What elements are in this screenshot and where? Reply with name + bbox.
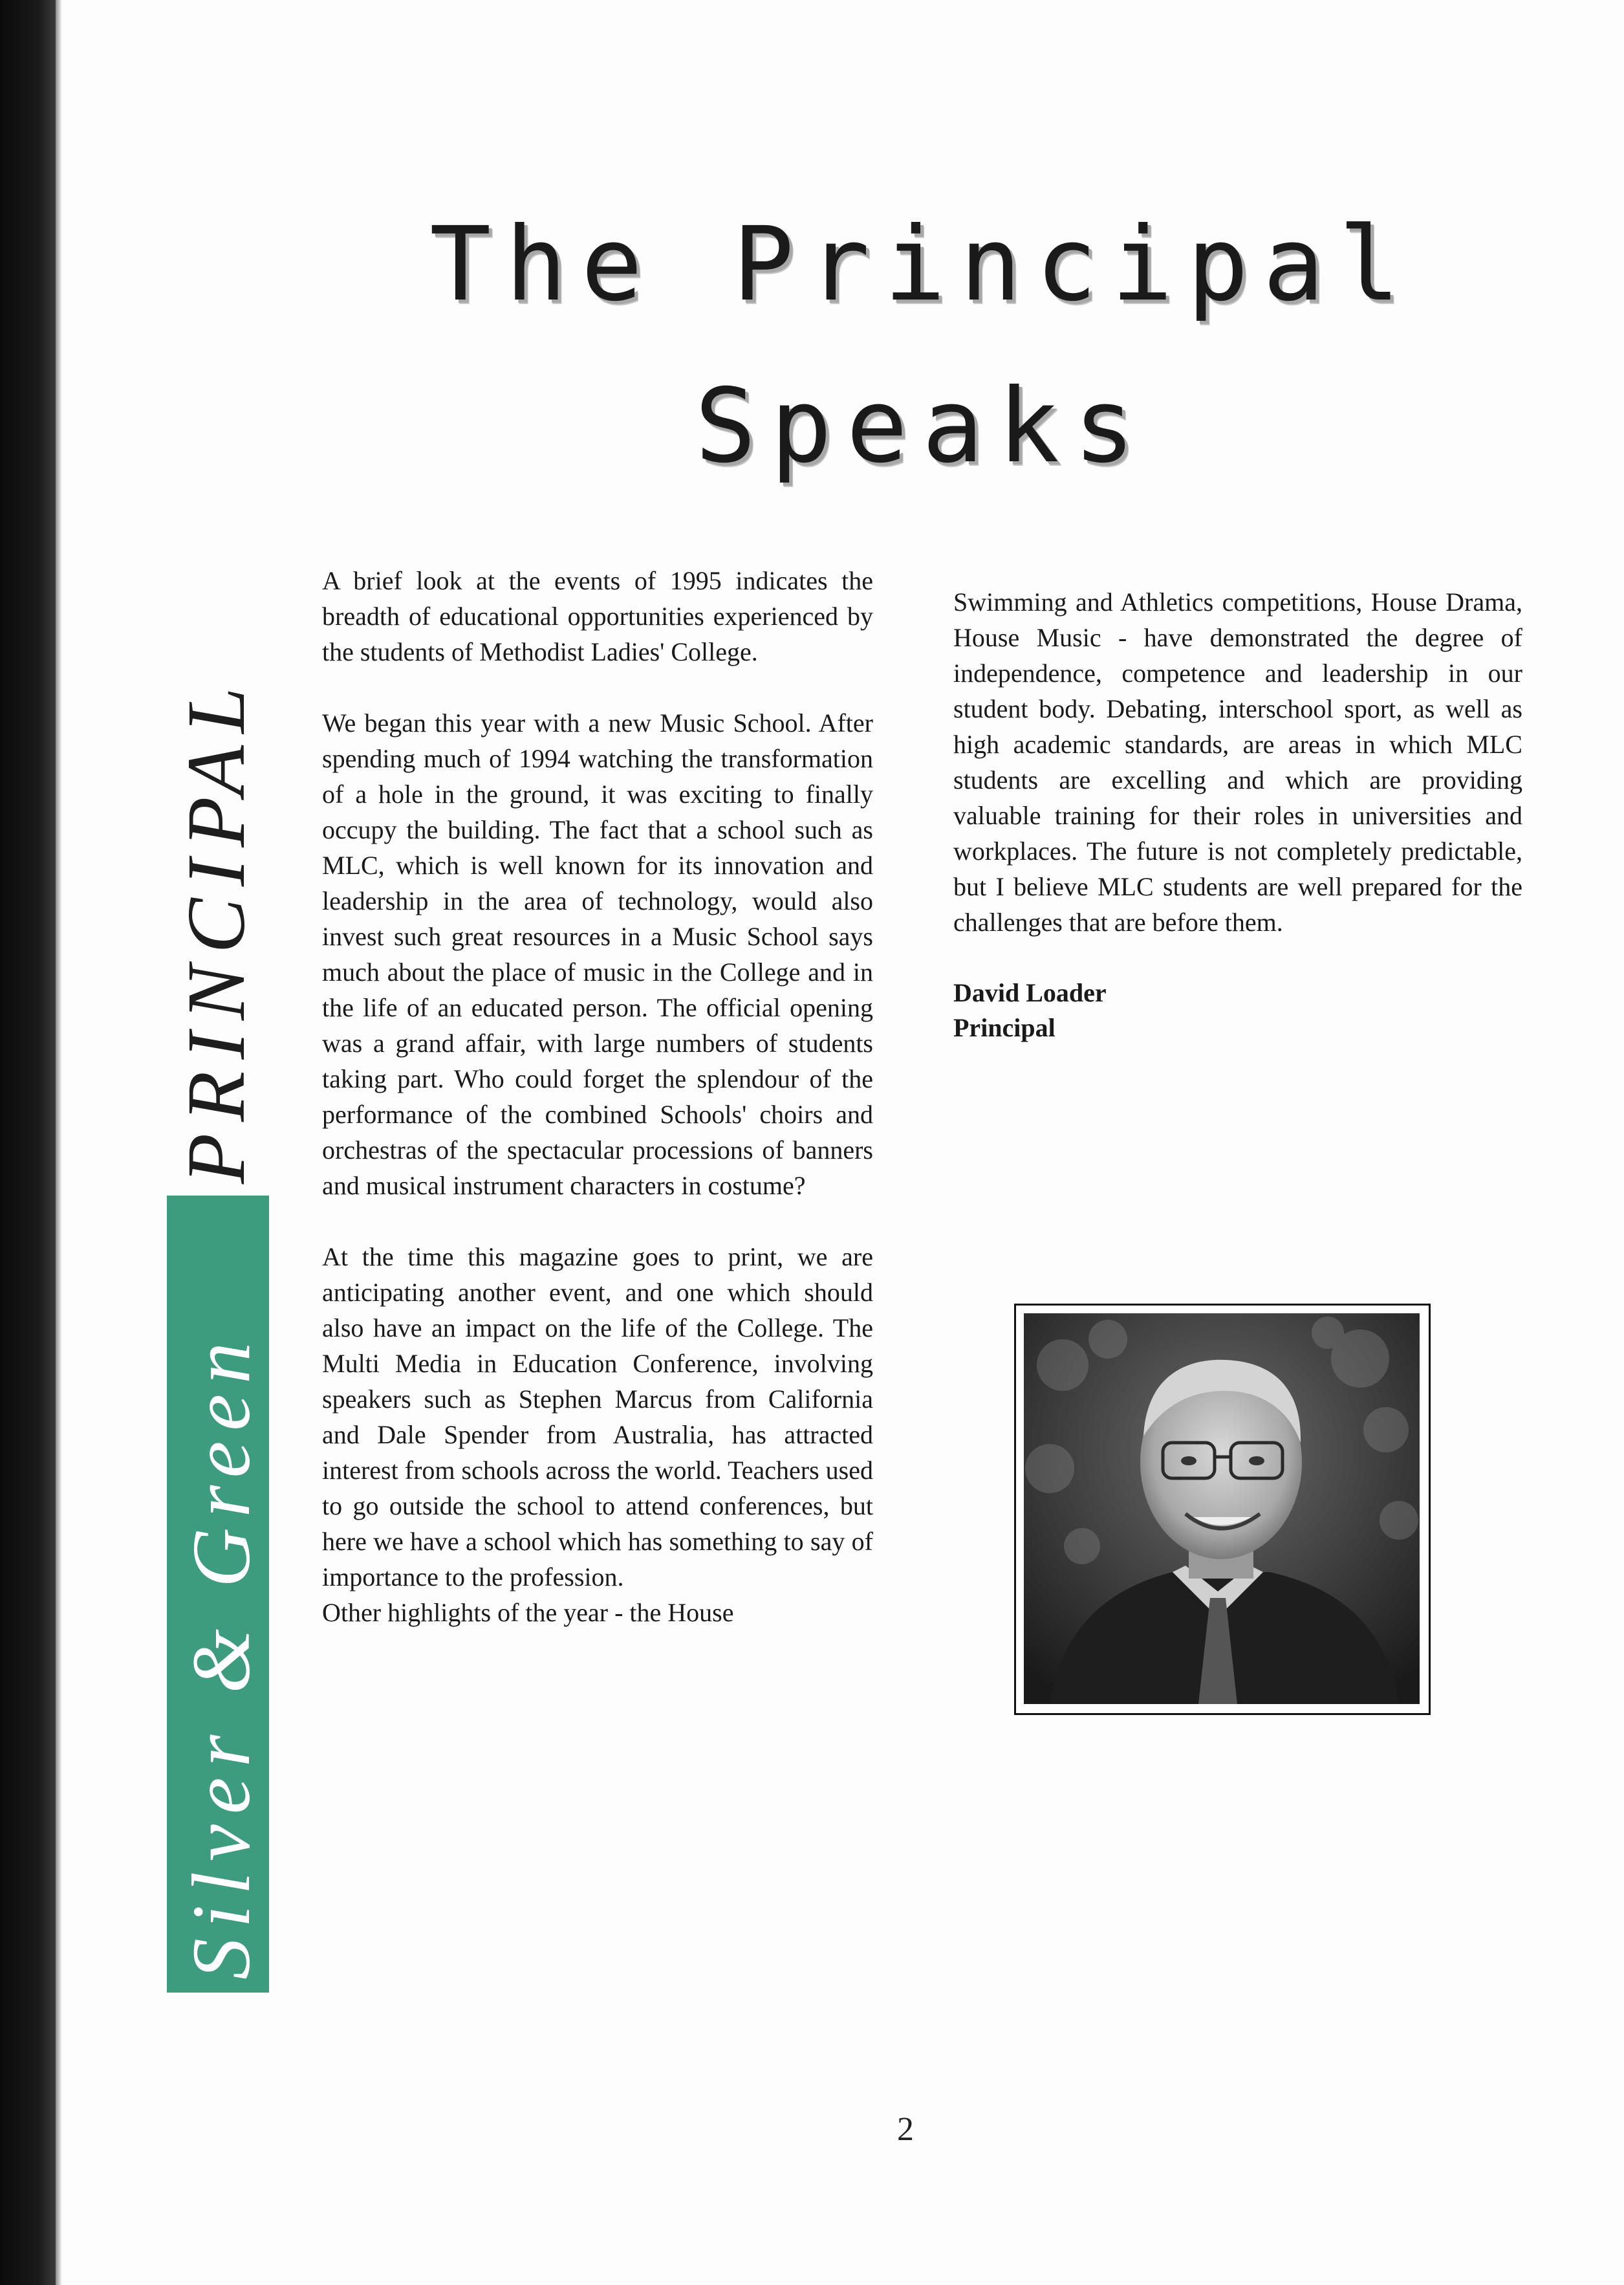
article-paragraph: We began this year with a new Music School. After spending much of 1994 watching the transformation of a hole in the ground, it was exciting to finally occupy the building. The fact that a school such as MLC, which is well known for its innovation and leadership in the area of technology, would also invest such great resources in a Music School says much about the place of music in the College and in the life of an educated person. The official opening was a grand affair, with large numbers of students taking part. Who could forget the splendour of the performance of the combined Schools' choirs and orchestras of the spectacular processions of banners and musical instrument characters in costume? [322,708,873,1200]
article-left-column [322,563,873,1630]
scan-edge-shadow [56,0,62,2285]
page-title-line-1: The Principal [429,205,1414,324]
article-paragraph: At the time this magazine goes to print, we are anticipating another event, and one which should also have an impact on the life of the College. The Multi Media in Education Conference, involving speakers such as Stephen Marcus from California and Dale Spender from Australia, has attracted interest from schools across the world. Teachers used to go outside the school to attend conferences, but here we have a school which has something to say of importance to the profession. [322,1242,873,1591]
article-paragraph: Swimming and Athletics competitions, House Drama, House Music - have demonstrated the degree of independence, competence and leadership in our student body. Debating, interschool sport, as well as high academic standards, are areas in which MLC students are excelling and which are providing valuable training for their roles in universities and workplaces. The future is not completely predictable, but I believe MLC students are well prepared for the challenges that are before them. [953,587,1522,937]
side-band-section-label: PRINCIPAL [170,675,262,1184]
signature-name: David Loader [953,978,1107,1007]
side-band [167,537,270,1993]
signature-title: Principal [953,1013,1056,1042]
principal-photo-frame [1014,1304,1431,1715]
article-paragraph: A brief look at the events of 1995 indicates the breadth of educational opportunities experienced by the students of Methodist Ladies' College. [322,566,873,666]
principal-photo [1024,1313,1420,1704]
scan-edge [0,0,56,2285]
page-title-line-2: Speaks [695,367,1149,486]
article-paragraph-continued: Other highlights of the year - the House [322,1598,734,1627]
page-number: 2 [897,2111,914,2148]
article-right-column [953,584,1522,1045]
side-band-series-label: Silver & Green [175,1331,267,1980]
